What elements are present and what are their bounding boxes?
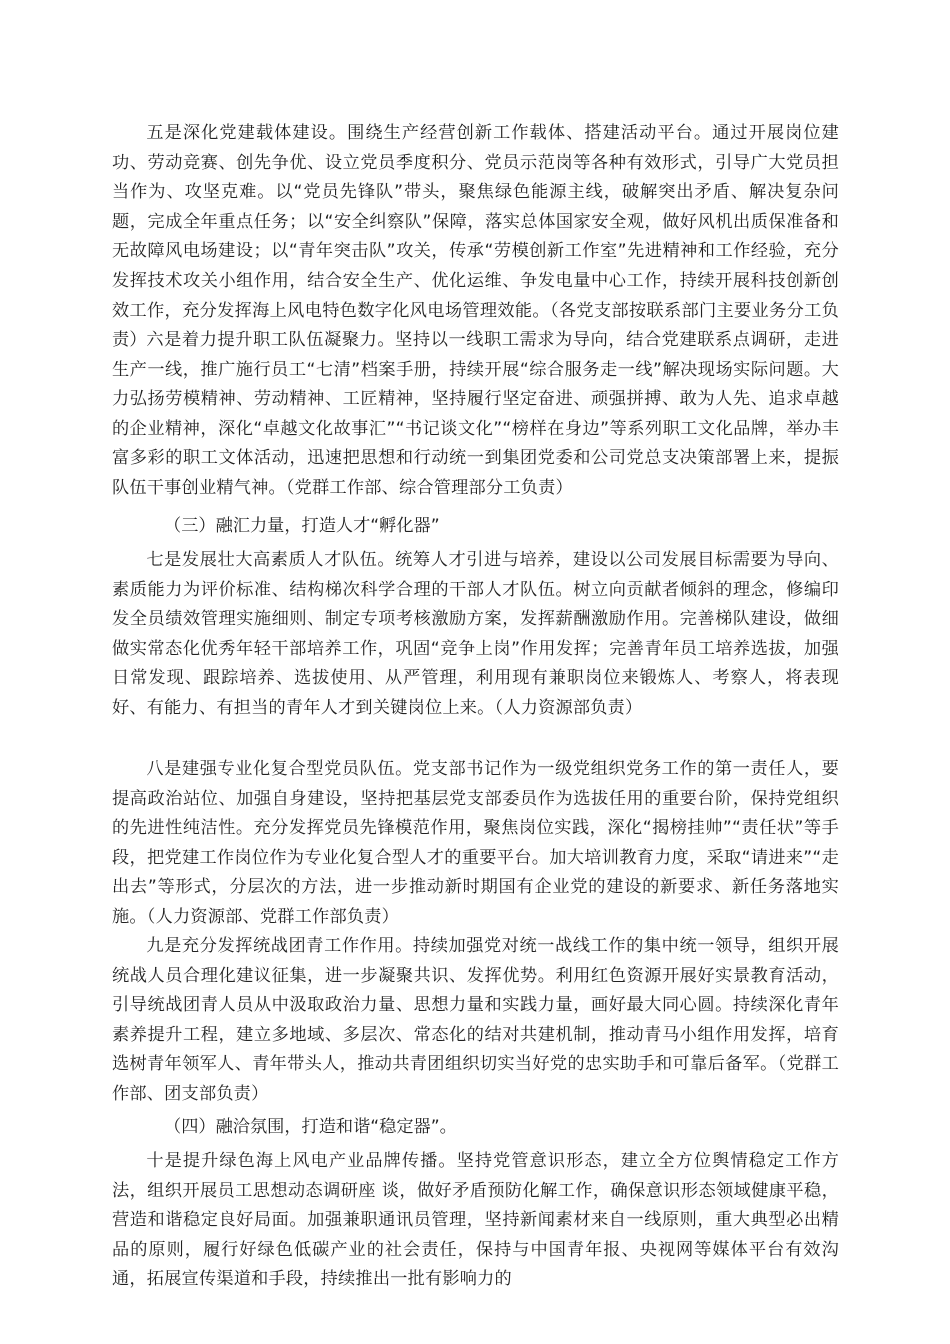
section-heading-four: （四）融洽氛围，打造和谐“稳定器”。: [164, 1117, 457, 1137]
section-heading-three: （三）融汇力量，打造人才“孵化器”: [164, 516, 440, 536]
paragraph-eight: 八是建强专业化复合型党员队伍。党支部书记作为一级党组织党务工作的第一责任人，要提高政治站位、加强自身建设，坚持把基层党支部委员作为选拔任用的重要台阶，保持党组织的先进性纯洁性。充分发挥党员先锋模范作用，聚焦岗位实践，深化“揭榜挂帅”“责任状”等手段，把党建工作岗位作为专业化复合型人才的重要平台。加大培训教育力度，采取“请进来”“走出去”等形式，分层次的方法，进一步推动新时期国有企业党的建设的新要求、新任务落地实施。（人力资源部、党群工作部负责）: [112, 759, 839, 927]
paragraph-six: 六是着力提升职工队伍凝聚力。坚持以一线职工需求为导向，结合党建联系点调研，走进生产一线，推广施行员工“七清”档案手册，持续开展“综合服务走一线”解决现场实际问题。大力弘扬劳模精神、劳动精神、工匠精神，坚持履行坚定奋进、顽强拼搏、敢为人先、追求卓越的企业精神，深化“卓越文化故事汇”“书记谈文化”“榜样在身边”等系列职工文化品牌，举办丰富多彩的职工文体活动，迅速把思想和行动统一到集团党委和公司党总支决策部署上来，提振队伍干事创业精气神。（党群工作部、综合管理部分工负责）: [112, 330, 839, 498]
paragraph-nine: 九是充分发挥统战团青工作作用。持续加强党对统一战线工作的集中统一领导，组织开展统战人员合理化建议征集，进一步凝聚共识、发挥优势。利用红色资源开展好实景教育活动，引导统战团青人员从中汲取政治力量、思想力量和实践力量，画好最大同心圆。持续深化青年素养提升工程，建立多地域、多层次、常态化的结对共建机制，推动青马小组作用发挥，培育选树青年领军人、青年带头人，推动共青团组织切实当好党的忠实助手和可靠后备军。（党群工作部、团支部负责）: [112, 936, 839, 1104]
paragraph-five: 五是深化党建载体建设。围绕生产经营创新工作载体、搭建活动平台。通过开展岗位建功、劳动竞赛、创先争优、设立党员季度积分、党员示范岗等各种有效形式，引导广大党员担当作为、攻坚克难。以“党员先锋队”带头，聚焦绿色能源主线，破解突出矛盾、解决复杂问题，完成全年重点任务；以“安全纠察队”保障，落实总体国家安全观，做好风机出质保准备和无故障风电场建设；以“青年突击队”攻关，传承“劳模创新工作室”先进精神和工作经验，充分发挥技术攻关小组作用，结合安全生产、优化运维、争发电量中心工作，持续开展科技创新创效工作，充分发挥海上风电特色数字化风电场管理效能。（各党支部按联系部门主要业务分工负责）: [112, 123, 839, 351]
paragraph-seven: 七是发展壮大高素质人才队伍。统筹人才引进与培养，建设以公司发展目标需要为导向、素质能力为评价标准、结构梯次科学合理的干部人才队伍。树立向贡献者倾斜的理念，修编印发全员绩效管理实施细则、制定专项考核激励方案，发挥薪酬激励作用。完善梯队建设，做细做实常态化优秀年轻干部培养工作，巩固“竞争上岗”作用发挥；完善青年员工培养选拔，加强日常发现、跟踪培养、选拔使用、从严管理，利用现有兼职岗位来锻炼人、考察人，将表现好、有能力、有担当的青年人才到关键岗位上来。（人力资源部负责）: [112, 550, 839, 718]
paragraph-ten: 十是提升绿色海上风电产业品牌传播。坚持党管意识形态，建立全方位舆情稳定工作方法，组织开展员工思想动态调研座 谈，做好矛盾预防化解工作，确保意识形态领域健康平稳，营造和谐稳定良好局面。加强兼职通讯员管理，坚持新闻素材来自一线原则，重大典型必出精品的原则，履行好绿色低碳产业的社会责任，保持与中国青年报、央视网等媒体平台有效沟通，拓展宣传渠道和手段，持续推出一批有影响力的: [112, 1151, 839, 1290]
